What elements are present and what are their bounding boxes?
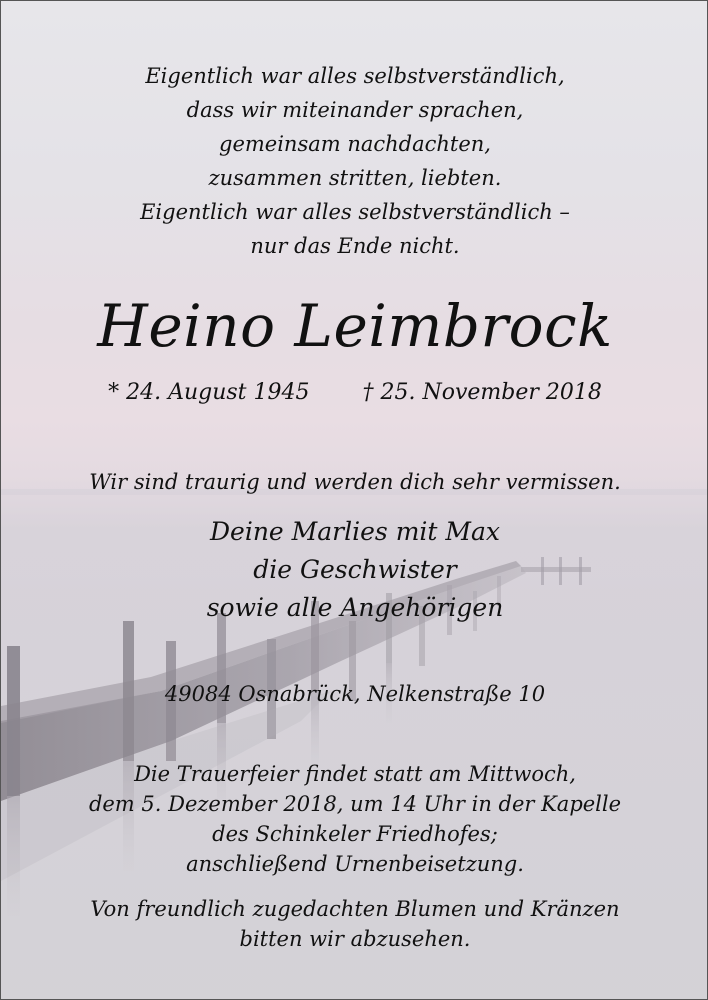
flowers-line: Von freundlich zugedachten Blumen und Kränzen — [90, 897, 620, 921]
flowers-line: bitten wir abzusehen. — [239, 927, 471, 951]
birth-date: * 24. August 1945 — [108, 380, 310, 405]
funeral-service-info — [1, 759, 708, 879]
deceased-name: Heino Leimbrock — [97, 292, 613, 360]
service-line: dem 5. Dezember 2018, um 14 Uhr in der Kapelle — [88, 792, 622, 816]
flowers-note — [1, 894, 708, 954]
family-signature — [1, 513, 708, 627]
service-line: anschließend Urnenbeisetzung. — [186, 852, 524, 876]
mourning-line: Wir sind traurig und werden dich sehr vermissen. — [89, 470, 621, 494]
poem-line: Eigentlich war alles selbstverständlich – — [140, 200, 570, 224]
poem-line: gemeinsam nachdachten, — [219, 132, 491, 156]
service-line: des Schinkeler Friedhofes; — [212, 822, 498, 846]
poem-line: nur das Ende nicht. — [250, 234, 460, 258]
life-dates — [1, 375, 708, 411]
poem-line: zusammen stritten, liebten. — [208, 166, 502, 190]
service-line: Die Trauerfeier findet statt am Mittwoch, — [134, 762, 576, 786]
family-line: sowie alle Angehörigen — [206, 593, 504, 622]
poem-line: dass wir miteinander sprachen, — [186, 98, 524, 122]
death-date: † 25. November 2018 — [362, 380, 602, 405]
family-line: die Geschwister — [253, 555, 457, 584]
family-line: Deine Marlies mit Max — [210, 517, 500, 546]
poem — [1, 59, 708, 263]
address: 49084 Osnabrück, Nelkenstraße 10 — [164, 682, 546, 706]
poem-line: Eigentlich war alles selbstverständlich, — [145, 64, 565, 88]
